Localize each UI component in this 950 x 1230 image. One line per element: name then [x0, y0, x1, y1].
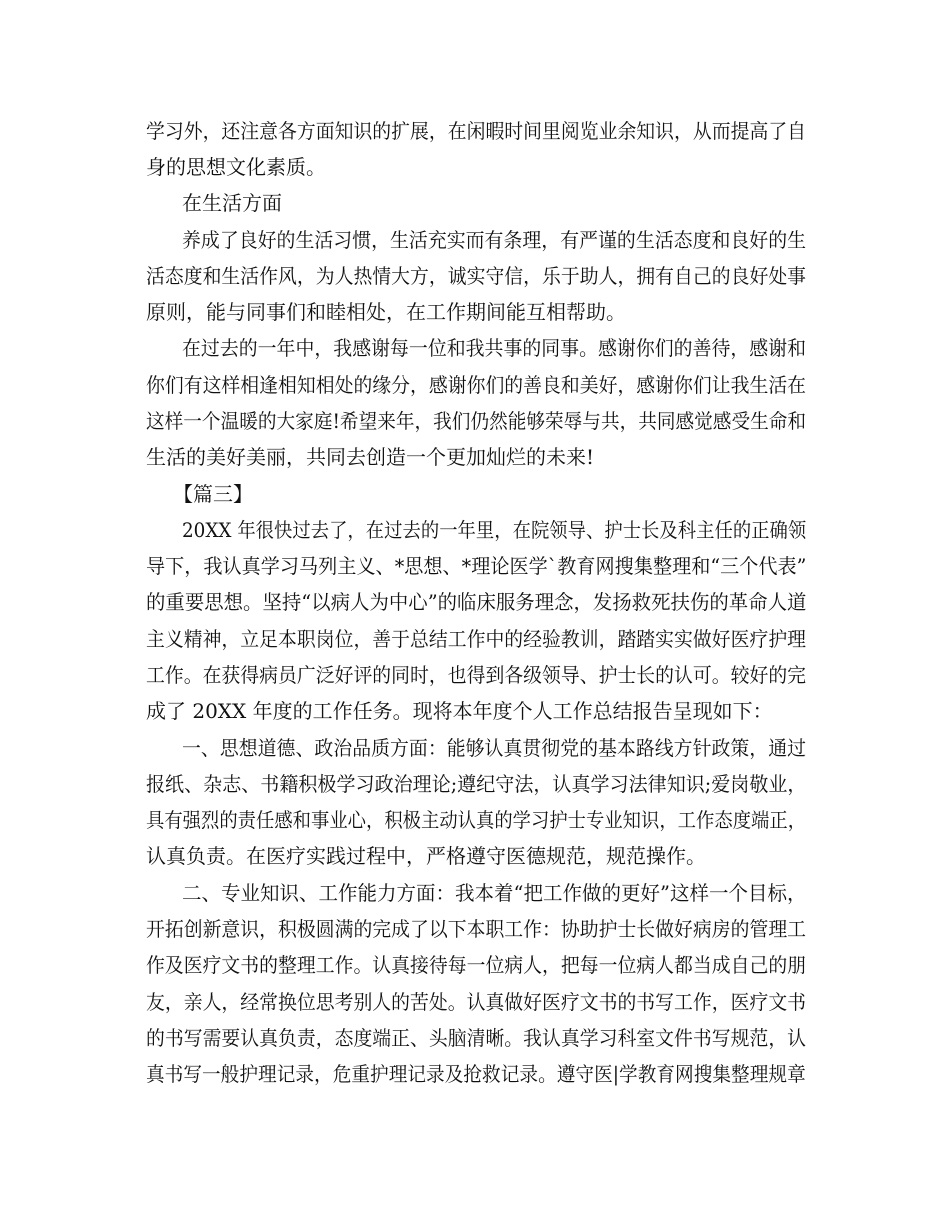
text-line: 作及医疗文书的整理工作。认真接待每一位病人，把每一位病人都当成自己的朋: [146, 953, 807, 977]
text-line: 成了 20XX 年度的工作任务。现将本年度个人工作总结报告呈现如下：: [146, 699, 773, 723]
text-line: 的重要思想。坚持“以病人为中心”的临床服务理念，发扬救死扶伤的革命人道: [146, 590, 807, 614]
text-line: 这样一个温暖的大家庭!希望来年，我们仍然能够荣辱与共，共同感觉感受生命和: [146, 409, 807, 433]
text-line: 活态度和生活作风，为人热情大方，诚实守信，乐于助人，拥有自己的良好处事: [146, 264, 807, 288]
section-heading: 【篇三】: [173, 482, 253, 506]
text-line: 一、思想道德、政治品质方面：能够认真贯彻党的基本路线方针政策，通过: [182, 736, 807, 760]
text-line: 二、专业知识、工作能力方面：我本着“把工作做的更好”这样一个目标，: [182, 881, 807, 905]
text-line: 20XX 年很快过去了，在过去的一年里，在院领导、护士长及科主任的正确领: [182, 518, 807, 542]
text-line: 养成了良好的生活习惯，生活充实而有条理，有严谨的生活态度和良好的生: [182, 228, 807, 252]
text-line: 友，亲人，经常换位思考别人的苦处。认真做好医疗文书的书写工作，医疗文书: [146, 990, 807, 1014]
text-line: 主义精神，立足本职岗位，善于总结工作中的经验教训，踏踏实实做好医疗护理: [146, 627, 807, 651]
text-line: 原则，能与同事们和睦相处，在工作期间能互相帮助。: [146, 300, 626, 324]
text-line: 具有强烈的责任感和事业心，积极主动认真的学习护士专业知识，工作态度端正，: [146, 808, 807, 832]
text-line: 生活的美好美丽，共同去创造一个更加灿烂的未来!: [146, 445, 595, 469]
section-subheading: 在生活方面: [182, 191, 282, 215]
text-line: 你们有这样相逢相知相处的缘分，感谢你们的善良和美好，感谢你们让我生活在: [146, 373, 807, 397]
text-line: 在过去的一年中，我感谢每一位和我共事的同事。感谢你们的善待，感谢和: [182, 336, 807, 360]
text-line: 认真负责。在医疗实践过程中，严格遵守医德规范，规范操作。: [146, 844, 706, 868]
text-line: 真书写一般护理记录，危重护理记录及抢救记录。遵守医|学教育网搜集整理规章: [146, 1062, 806, 1086]
text-line: 身的思想文化素质。: [146, 155, 326, 179]
text-line: 报纸、杂志、书籍积极学习政治理论;遵纪守法，认真学习法律知识;爱岗敬业，: [146, 772, 807, 796]
text-line: 导下，我认真学习马列主义、*思想、*理论医学`教育网搜集整理和“三个代表”: [146, 554, 807, 578]
text-line: 的书写需要认真负责，态度端正、头脑清晰。我认真学习科室文件书写规范，认: [146, 1026, 807, 1050]
text-line: 开拓创新意识，积极圆满的完成了以下本职工作：协助护士长做好病房的管理工: [146, 917, 807, 941]
text-line: 工作。在获得病员广泛好评的同时，也得到各级领导、护士长的认可。较好的完: [146, 663, 807, 687]
text-line: 学习外，还注意各方面知识的扩展，在闲暇时间里阅览业余知识，从而提高了自: [146, 119, 807, 143]
